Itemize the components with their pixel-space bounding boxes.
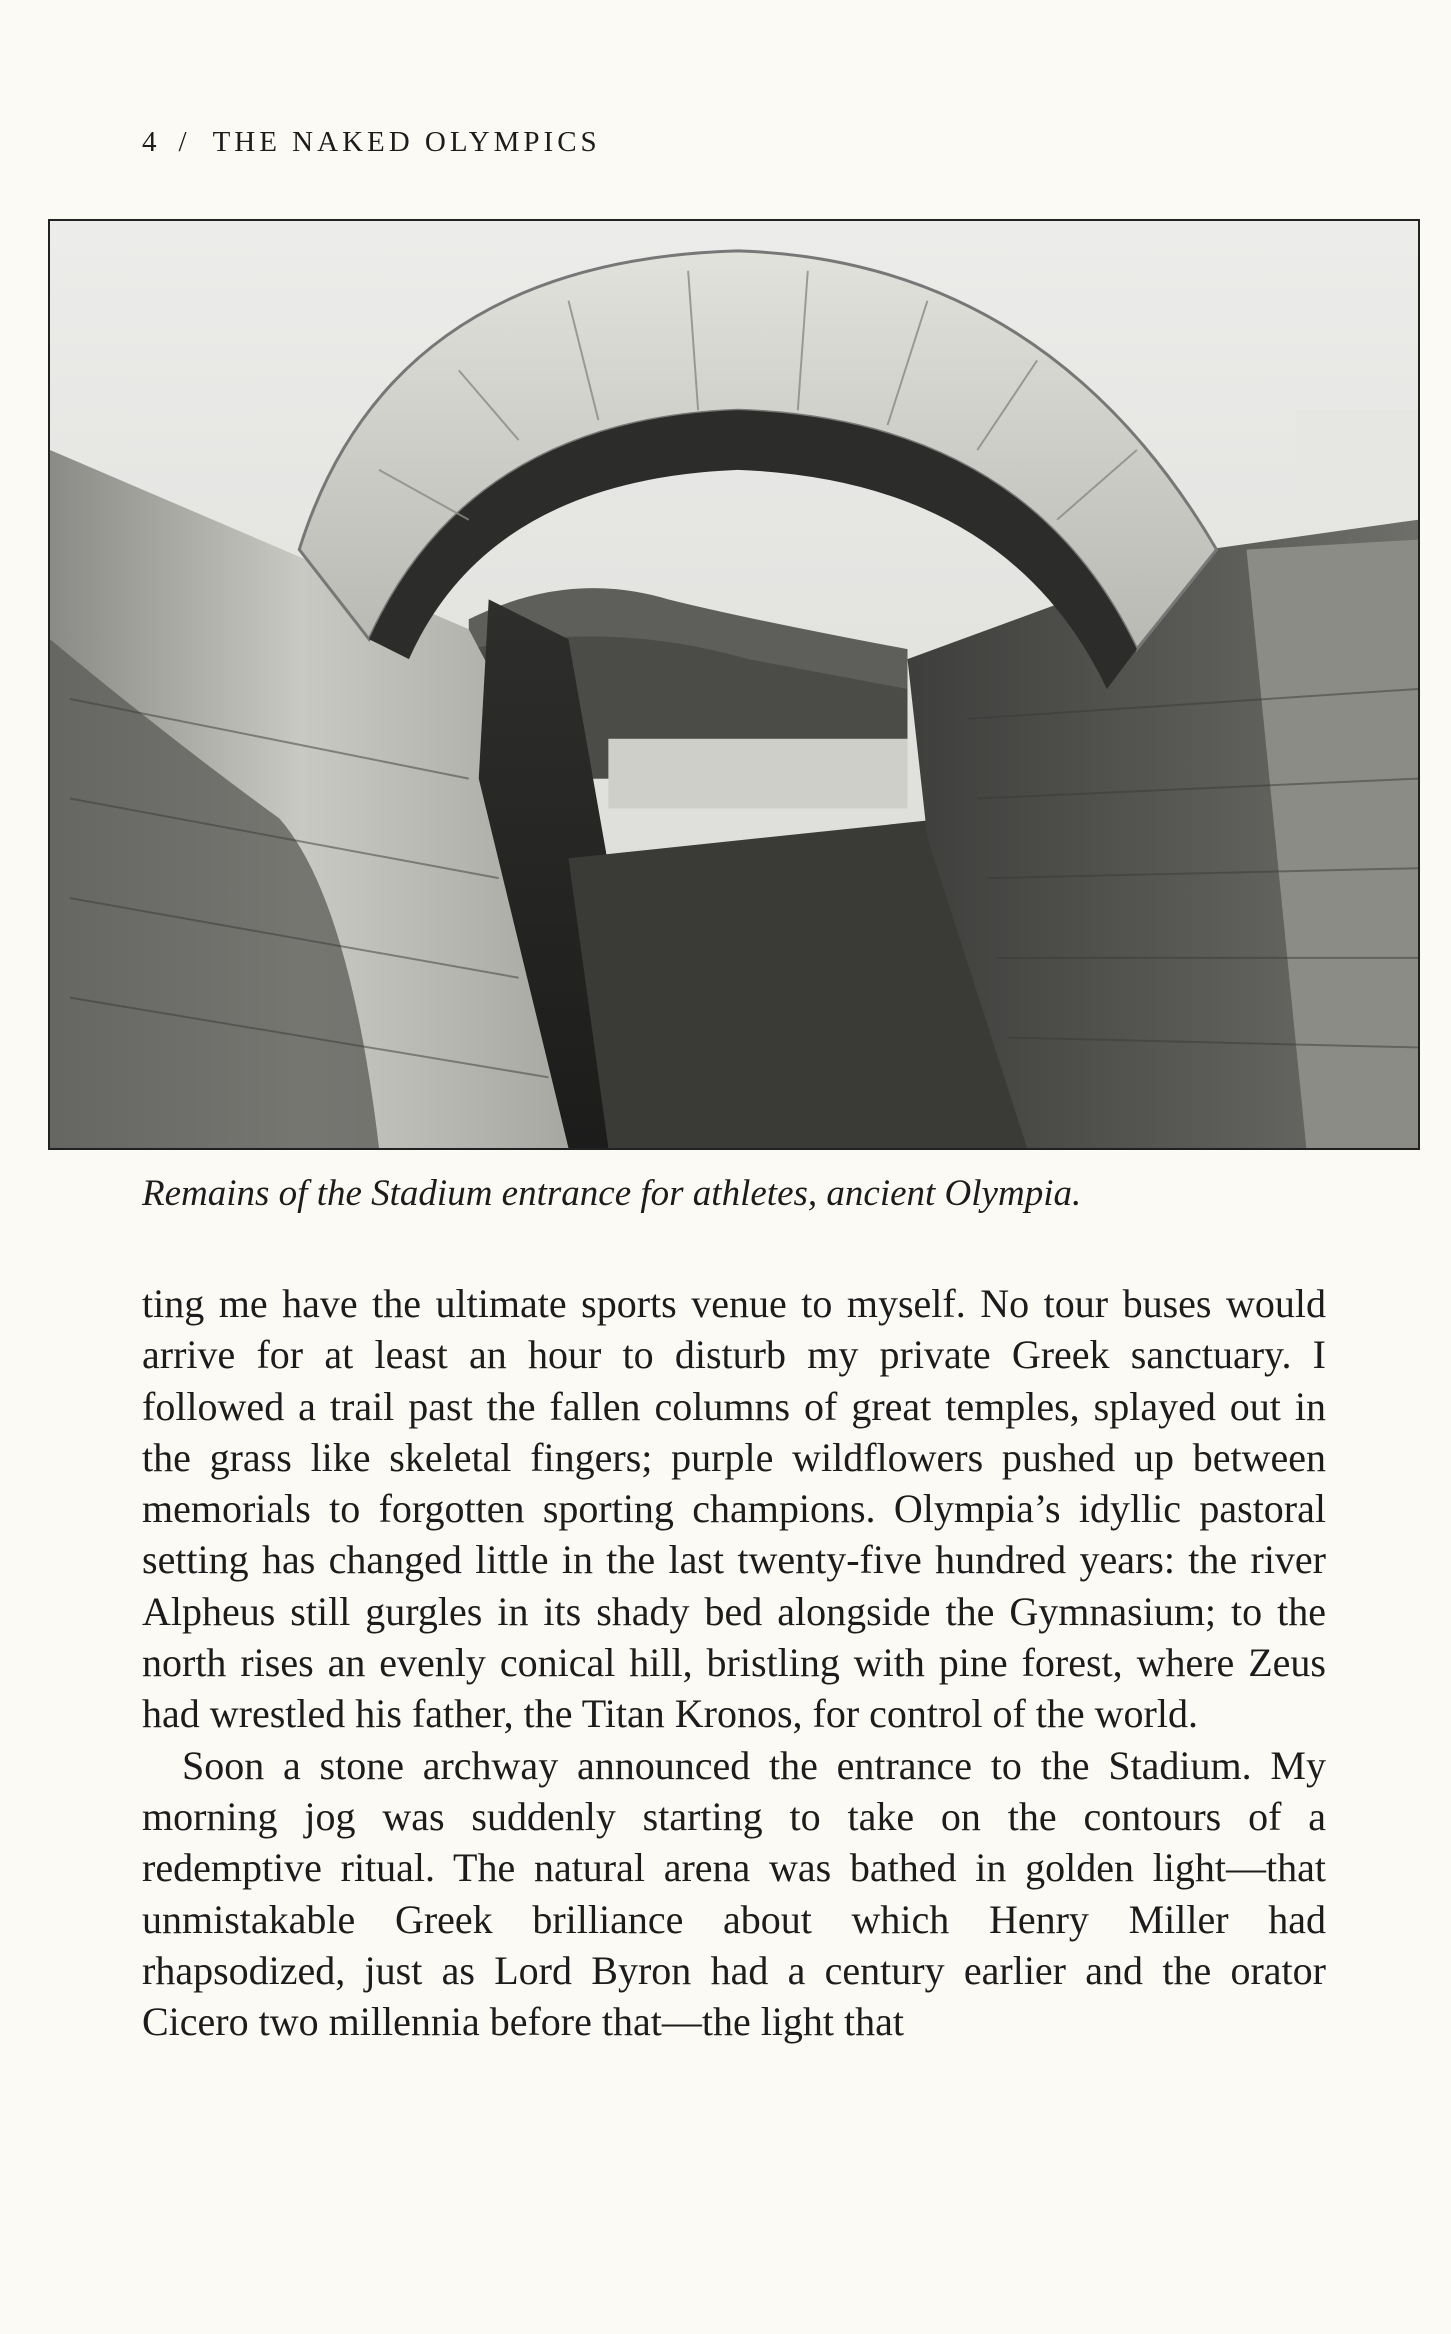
- photo-caption: Remains of the Stadium entrance for athletes, ancient Olympia.: [142, 1173, 1082, 1214]
- body-text: [142, 1278, 1326, 2047]
- running-head: [142, 126, 601, 159]
- stone-arch-photo-icon: [50, 221, 1418, 1148]
- page-number: 4: [142, 126, 161, 158]
- running-head-separator: /: [178, 126, 191, 158]
- stadium-arch-photo: [48, 219, 1420, 1150]
- body-paragraph: Soon a stone archway announced the entrance to the Stadium. My morning jog was suddenly starting to take on the contours of a redemptive ritual. The natural arena was bathed in golden light—that unmistakable Greek brilliance about which Henry Miller had rhapsodized, just as Lord Byron had a century earlier and the orator Cicero two millennia before that—the light that: [142, 1742, 1326, 2045]
- body-paragraph: ting me have the ultimate sports venue to myself. No tour buses would arrive for at least an hour to disturb my private Greek sanctuary. I followed a trail past the fallen columns of great temples, splayed out in the grass like skeletal fingers; purple wildflowers pushed up between memorials to forgotten sporting champions. Olympia’s idyllic pastoral setting has changed little in the last twenty-five hundred years: the river Alpheus still gurgles in its shady bed alongside the Gymnasium; to the north rises an evenly conical hill, bristling with pine forest, where Zeus had wrestled his father, the Titan Kronos, for control of the world.: [142, 1281, 1326, 1737]
- book-title: THE NAKED OLYMPICS: [212, 126, 601, 158]
